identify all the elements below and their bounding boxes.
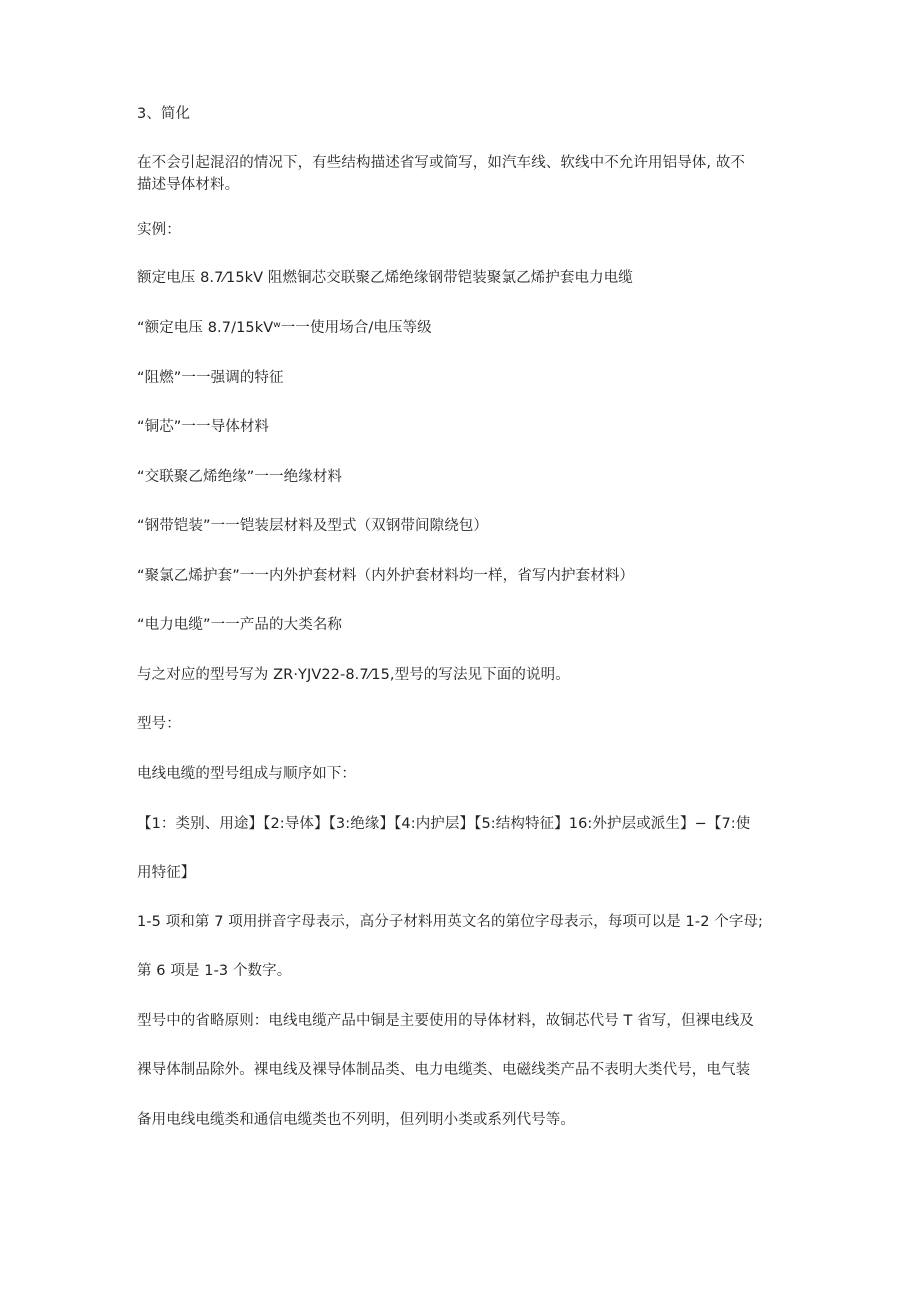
explanation-item: “聚氯乙烯护套”一一内外护套材料（内外护套材料均一样，省写内护套材料） [137,568,635,584]
explanation-item: “钢带铠装”一一铠装层材料及型式（双钢带间隙绕包） [137,518,489,534]
omit-rule-line: 型号中的省略原则：电线电缆产品中铜是主要使用的导体材料，故铜芯代号 T 省写，但裸电线及 [137,1013,754,1029]
model-order-line: 用特征】 [137,865,196,881]
explanation-item: “额定电压 8.7/15kVʷ一一使用场合/电压等级 [137,320,432,336]
section-heading: 3、简化 [137,106,191,122]
model-intro-text: 电线电缆的型号组成与顺序如下： [137,766,356,782]
explanation-item: “阻燃”一一强调的特征 [137,370,284,386]
example-label: 实例： [137,222,181,238]
paragraph-line: 描述导体材料。 [137,177,240,193]
omit-rule-line: 备用电线电缆类和通信电缆类也不列明，但列明小类或系列代号等。 [137,1112,575,1128]
model-order-line: 【1：类别、用途】【2:导体】【3:绝缘】【4:内护层】【5:结构特征】16:外护层或派生】−【7:使 [137,816,751,832]
explanation-item: “铜芯”一一导体材料 [137,419,270,435]
explanation-item: “交联聚乙烯绝缘ˮ一一绝缘材料 [137,469,343,485]
omit-rule-line: 裸导体制品除外。裸电线及裸导体制品类、电力电缆类、电磁线类产品不表明大类代号，电气装 [137,1062,751,1078]
model-correspond-text: 与之对应的型号写为 ZR·YJV22-8.7⁄15,型号的写法见下面的说明。 [137,667,570,683]
model-label: 型号： [137,716,181,732]
example-title: 额定电压 8.7⁄15kV 阻燃铜芯交联聚乙烯绝缘钢带铠装聚氯乙烯护套电力电缆 [137,270,633,286]
rule-line: 第 6 项是 1-3 个数字。 [137,963,292,979]
explanation-item: “电力电缆”一一产品的大类名称 [137,617,343,633]
paragraph-line: 在不会引起混沼的情况下，有些结构描述省写或简写，如汽车线、软线中不允许用铝导体, 故不 [137,155,746,171]
rule-line: 1-5 项和第 7 项用拼音字母表示，高分子材料用英文名的第位字母表示，每项可以是 1-2 个字母; [137,914,764,930]
